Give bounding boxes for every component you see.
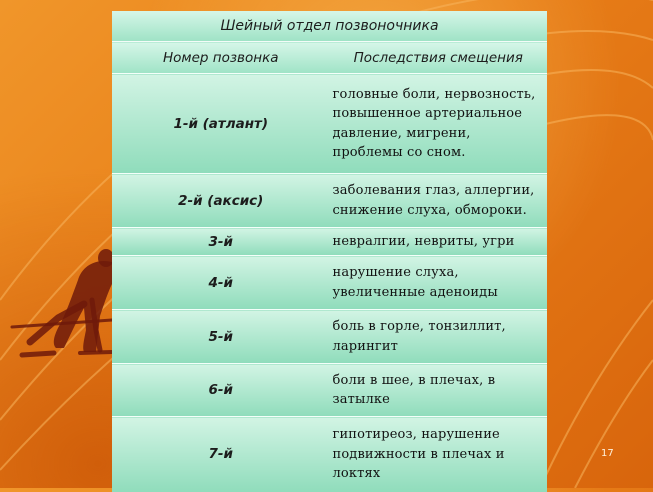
vertebra-cell: 4-й [112,256,330,310]
table-row [112,256,547,310]
table-title-row [112,11,547,42]
table-row [112,228,547,256]
vertebra-cell: 1-й (атлант) [112,74,330,174]
effects-cell: боль в горле, тонзиллит, ларингит [330,310,548,364]
table-row [112,417,547,492]
column-header-effects: Последствия смещения [330,42,548,74]
effects-cell: невралгии, невриты, угри [330,228,548,256]
effects-cell: нарушение слуха, увеличенные аденоиды [330,256,548,310]
slide-number: 17 [601,448,614,459]
vertebra-cell: 6-й [112,364,330,417]
table-row [112,74,547,174]
effects-cell: головные боли, нервозность, повышенное артериальное давление, мигрени, проблемы со сном. [330,74,548,174]
effects-cell: боли в шее, в плечах, в затылке [330,364,548,417]
vertebra-cell: 2-й (аксис) [112,174,330,228]
effects-cell: гипотиреоз, нарушение подвижности в плечах и локтях [330,417,548,492]
effects-cell: заболевания глаз, аллергии, снижение слуха, обмороки. [330,174,548,228]
table-row [112,310,547,364]
vertebra-cell: 7-й [112,417,330,492]
vertebra-cell: 3-й [112,228,330,256]
vertebra-cell: 5-й [112,310,330,364]
table-header-row [112,42,547,74]
column-header-vertebra: Номер позвонка [112,42,330,74]
cervical-spine-table [112,11,547,492]
table-row [112,364,547,417]
table-row [112,174,547,228]
table-title: Шейный отдел позвоночника [112,11,547,42]
